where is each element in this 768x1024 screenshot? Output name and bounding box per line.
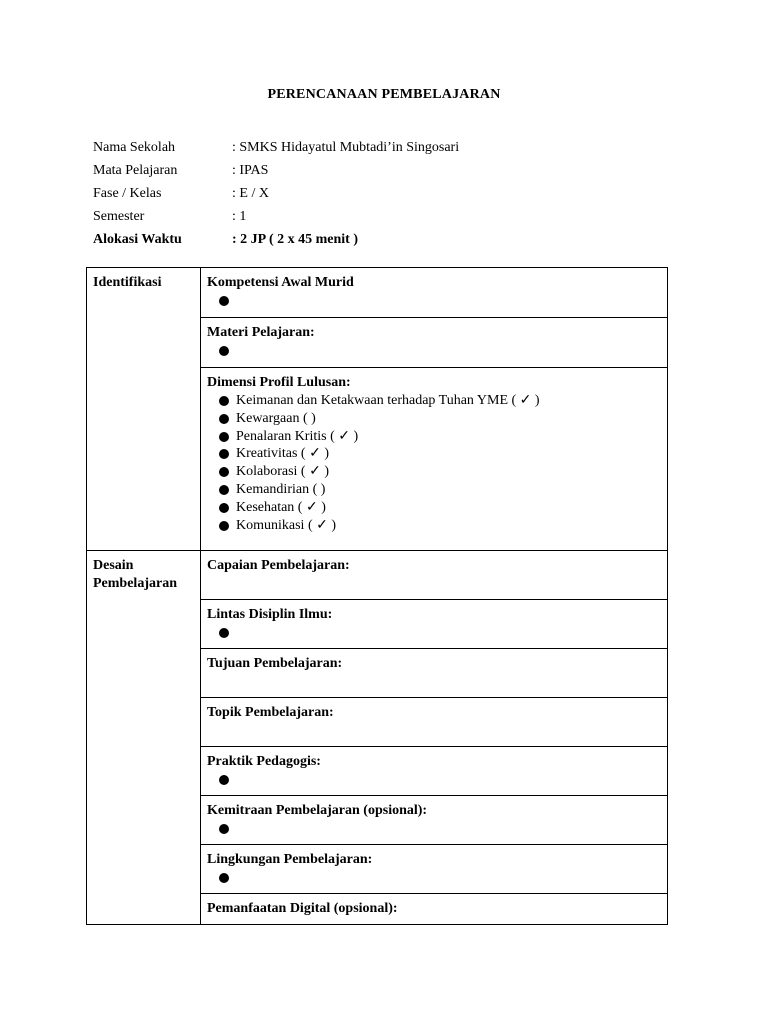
info-label: Semester — [93, 209, 145, 224]
cell-praktik — [201, 747, 668, 796]
info-label: Alokasi Waktu — [93, 232, 182, 247]
list-item: Kemandirian ( ) — [219, 481, 661, 499]
field-heading: Pemanfaatan Digital (opsional): — [207, 901, 398, 916]
cell-kompetensi — [201, 268, 668, 318]
bullet-item — [219, 771, 661, 789]
info-value: : IPAS — [232, 163, 269, 178]
bullet-icon — [219, 396, 229, 406]
cell-kemitraan — [201, 796, 668, 845]
bullet-icon — [219, 824, 229, 834]
bullet-icon — [219, 521, 229, 531]
document-title: PERENCANAAN PEMBELAJARAN — [267, 87, 501, 102]
field-heading: Topik Pembelajaran: — [207, 705, 334, 720]
bullet-icon — [219, 432, 229, 442]
table-row — [87, 551, 668, 600]
info-value: : SMKS Hidayatul Mubtadi’in Singosari — [232, 140, 460, 155]
info-label: Mata Pelajaran — [93, 163, 178, 178]
bullet-icon — [219, 873, 229, 883]
cell-capaian — [201, 551, 668, 600]
plan-table — [86, 267, 668, 925]
field-heading: Capaian Pembelajaran: — [207, 558, 350, 573]
list-item: Kesehatan ( ✓ ) — [219, 499, 661, 517]
cell-lingkungan — [201, 845, 668, 894]
bullet-item — [219, 869, 661, 887]
cell-digital — [201, 894, 668, 925]
bullet-item — [219, 624, 661, 642]
info-row-time — [93, 231, 693, 254]
field-heading: Kompetensi Awal Murid — [207, 275, 354, 290]
info-row-phase — [93, 185, 693, 208]
bullet-icon — [219, 346, 229, 356]
info-value: : 1 — [232, 209, 247, 224]
list-item: Kolaborasi ( ✓ ) — [219, 463, 661, 481]
bullet-icon — [219, 485, 229, 495]
section-desain-label: Desain Pembelajaran — [87, 551, 201, 925]
cell-tujuan — [201, 649, 668, 698]
info-block — [93, 139, 693, 254]
bullet-icon — [219, 503, 229, 513]
cell-dimensi — [201, 368, 668, 551]
bullet-item — [219, 342, 661, 360]
field-heading: Praktik Pedagogis: — [207, 754, 321, 769]
bullet-item — [219, 292, 661, 310]
bullet-icon — [219, 628, 229, 638]
list-item: Keimanan dan Ketakwaan terhadap Tuhan YME ( ✓ ) — [219, 392, 661, 410]
field-heading: Lintas Disiplin Ilmu: — [207, 607, 333, 622]
info-label: Nama Sekolah — [93, 140, 176, 155]
field-heading: Kemitraan Pembelajaran (opsional): — [207, 803, 428, 818]
field-heading: Tujuan Pembelajaran: — [207, 656, 343, 671]
bullet-icon — [219, 467, 229, 477]
dimensi-list — [207, 392, 661, 534]
field-heading: Dimensi Profil Lulusan: — [207, 375, 351, 390]
cell-materi — [201, 318, 668, 368]
bullet-icon — [219, 775, 229, 785]
info-row-semester — [93, 208, 693, 231]
field-heading: Lingkungan Pembelajaran: — [207, 852, 373, 867]
bullet-icon — [219, 296, 229, 306]
bullet-item — [219, 820, 661, 838]
bullet-icon — [219, 414, 229, 424]
list-item: Penalaran Kritis ( ✓ ) — [219, 428, 661, 446]
list-item: Kreativitas ( ✓ ) — [219, 445, 661, 463]
field-heading: Materi Pelajaran: — [207, 325, 315, 340]
cell-lintas — [201, 600, 668, 649]
list-item: Komunikasi ( ✓ ) — [219, 517, 661, 535]
section-identifikasi-label: Identifikasi — [87, 268, 201, 551]
info-row-subject — [93, 162, 693, 185]
info-label: Fase / Kelas — [93, 186, 162, 201]
info-row-school — [93, 139, 693, 162]
info-value: : 2 JP ( 2 x 45 menit ) — [232, 232, 358, 247]
info-value: : E / X — [232, 186, 269, 201]
bullet-icon — [219, 449, 229, 459]
cell-topik — [201, 698, 668, 747]
list-item: Kewargaan ( ) — [219, 410, 661, 428]
table-row — [87, 268, 668, 318]
